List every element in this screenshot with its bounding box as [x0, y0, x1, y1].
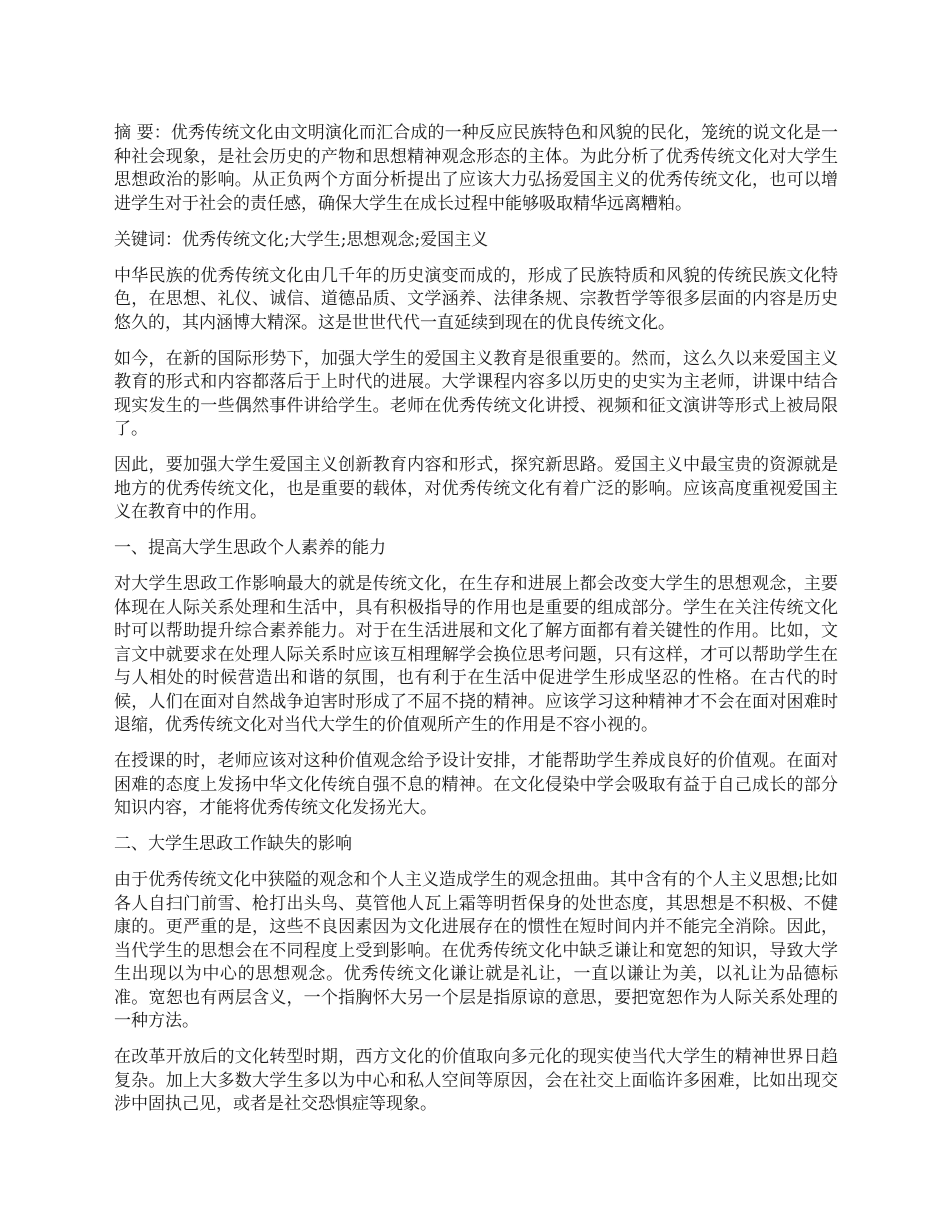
section-heading-2: 二、大学生思政工作缺失的影响	[114, 834, 352, 854]
body-paragraph: 对大学生思政工作影响最大的就是传统文化，在生存和进展上都会改变大学生的思想观念，主要体现在人际关系处理和生活中，具有积极指导的作用也是重要的组成部分。学生在关注传统文化时可以帮助提升综合素养能力。对于在生活进展和文化了解方面都有着关键性的作用。比如，文言文中就要求在处理人际关系时应该互相理解学会换位思考问题，只有这样，才可以帮助学生在与人相处的时候营造出和谐的氛围，也有利于在生活中促进学生形成坚忍的性格。在古代的时候，人们在面对自然战争迫害时形成了不屈不挠的精神。应该学习这种精神才不会在面对困难时退缩，优秀传统文化对当代大学生的价值观所产生的作用是不容小视的。	[114, 574, 838, 735]
keywords-label: 关键词：	[114, 229, 182, 250]
body-paragraph: 在改革开放后的文化转型时期，西方文化的价值取向多元化的现实使当代大学生的精神世界日趋复杂。加上大多数大学生多以为中心和私人空间等原因，会在社交上面临许多困难，比如出现交涉中固执己见，或者是社交恐惧症等现象。	[114, 1047, 838, 1114]
body-paragraph: 因此，要加强大学生爱国主义创新教育内容和形式，探究新思路。爱国主义中最宝贵的资源就是地方的优秀传统文化，也是重要的载体，对优秀传统文化有着广泛的影响。应该高度重视爱国主义在教育中的作用。	[114, 455, 838, 522]
abstract-label: 摘 要：	[114, 123, 171, 143]
section-heading-1: 一、提高大学生思政个人素养的能力	[114, 538, 386, 558]
keywords-paragraph	[114, 229, 838, 253]
document-page	[114, 122, 838, 1129]
body-paragraph: 如今，在新的国际形势下，加强大学生的爱国主义教育是很重要的。然而，这么久以来爱国主义教育的形式和内容都落后于上时代的进展。大学课程内容多以历史的史实为主老师，讲课中结合现实发生的一些偶然事件讲给学生。老师在优秀传统文化讲授、视频和征文演讲等形式上被局限了。	[114, 348, 838, 439]
abstract-paragraph	[114, 122, 838, 216]
keywords-text: 优秀传统文化;大学生;思想观念;爱国主义	[182, 229, 489, 250]
body-paragraph: 在授课的时，老师应该对这种价值观念给予设计安排，才能帮助学生养成良好的价值观。在面对困难的态度上发扬中华文化传统自强不息的精神。在文化侵染中学会吸取有益于自己成长的部分知识内容，才能将优秀传统文化发扬光大。	[114, 751, 838, 818]
abstract-text: 优秀传统文化由文明演化而汇合成的一种反应民族特色和风貌的民化，笼统的说文化是一种社会现象，是社会历史的产物和思想精神观念形态的主体。为此分析了优秀传统文化对大学生思想政治的影响。从正负两个方面分析提出了应该大力弘扬爱国主义的优秀传统文化，也可以增进学生对于社会的责任感，确保大学生在成长过程中能够吸取精华远离糟粕。	[114, 123, 838, 214]
body-paragraph: 中华民族的优秀传统文化由几千年的历史演变而成的，形成了民族特质和风貌的传统民族文化特色，在思想、礼仪、诚信、道德品质、文学涵养、法律条规、宗教哲学等很多层面的内容是历史悠久的，其内涵博大精深。这是世世代代一直延续到现在的优良传统文化。	[114, 265, 838, 333]
body-paragraph: 由于优秀传统文化中狭隘的观念和个人主义造成学生的观念扭曲。其中含有的个人主义思想;比如各人自扫门前雪、枪打出头鸟、莫管他人瓦上霜等明哲保身的处世态度，其思想是不积极、不健康的。更严重的是，这些不良因素因为文化进展存在的惯性在短时间内并不能完全消除。因此，当代学生的思想会在不同程度上受到影响。在优秀传统文化中缺乏谦让和宽恕的知识，导致大学生出现以为中心的思想观念。优秀传统文化谦让就是礼让，一直以谦让为美，以礼让为品德标准。宽恕也有两层含义，一个指胸怀大另一个层是指原谅的意思，要把宽恕作为人际关系处理的一种方法。	[114, 870, 838, 1031]
